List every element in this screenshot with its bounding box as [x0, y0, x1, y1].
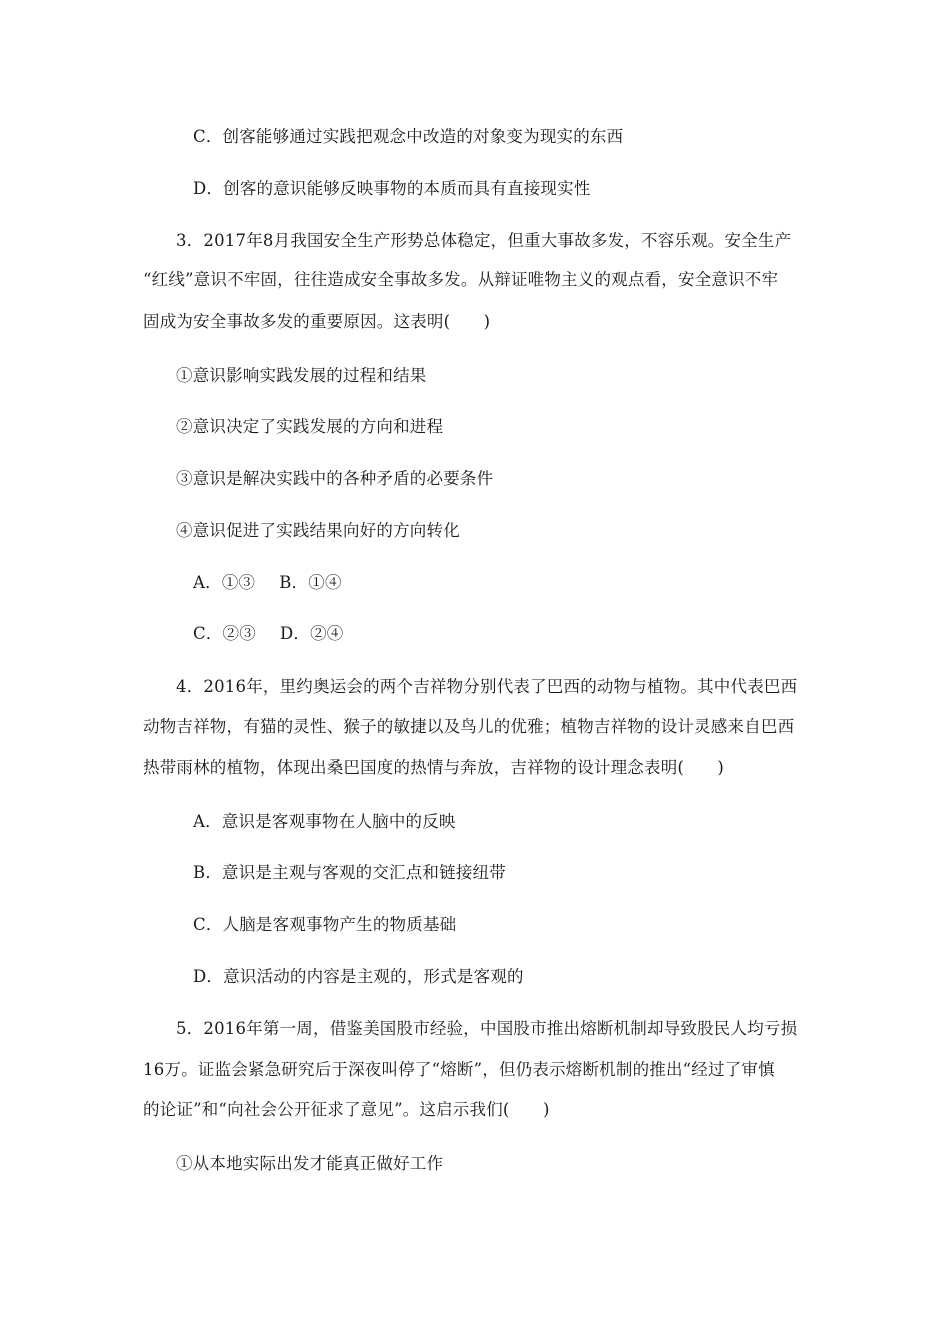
q5-stem-line-2: 16万。证监会紧急研究后于深夜叫停了“熔断”，但仍表示熔断机制的推出“经过了审慎 [143, 1060, 775, 1079]
q3-item-3: ③意识是解决实践中的各种矛盾的必要条件 [176, 469, 494, 488]
q5-item-1: ①从本地实际出发才能真正做好工作 [176, 1154, 444, 1173]
q3-option-a: A．①③ [193, 573, 256, 592]
q3-stem-line-1: 3．2017年8月我国安全生产形势总体稳定，但重大事故多发，不容乐观。安全生产 [176, 231, 792, 250]
q3-options-row-1 [193, 572, 342, 594]
q3-stem-line-2: “红线”意识不牢固，往往造成安全事故多发。从辩证唯物主义的观点看，安全意识不牢 [143, 270, 779, 289]
q4-stem-line-2: 动物吉祥物，有猫的灵性、猴子的敏捷以及鸟儿的优雅；植物吉祥物的设计灵感来自巴西 [143, 717, 795, 736]
q3-options-row-2 [193, 623, 343, 645]
q2-option-c: C．创客能够通过实践把观念中改造的对象变为现实的东西 [193, 127, 624, 146]
q3-item-2: ②意识决定了实践发展的方向和进程 [176, 417, 444, 436]
q3-option-b: B．①④ [279, 573, 342, 592]
q3-item-1: ①意识影响实践发展的过程和结果 [176, 366, 427, 385]
q4-stem-line-3: 热带雨林的植物，体现出桑巴国度的热情与奔放，吉祥物的设计理念表明( ) [143, 758, 725, 777]
q3-stem-line-3: 固成为安全事故多发的重要原因。这表明( ) [143, 312, 491, 331]
q3-option-d: D．②④ [279, 624, 344, 643]
q4-stem-line-1: 4．2016年，里约奥运会的两个吉祥物分别代表了巴西的动物与植物。其中代表巴西 [176, 677, 798, 696]
q4-option-b: B．意识是主观与客观的交汇点和链接纽带 [193, 863, 506, 882]
q4-option-d: D．意识活动的内容是主观的，形式是客观的 [193, 967, 524, 986]
q5-stem-line-1: 5．2016年第一周，借鉴美国股市经验，中国股市推出熔断机制却导致股民人均亏损 [176, 1019, 798, 1038]
q4-option-a: A．意识是客观事物在人脑中的反映 [193, 812, 456, 831]
q2-option-d: D．创客的意识能够反映事物的本质而具有直接现实性 [193, 179, 591, 198]
q5-stem-line-3: 的论证”和“向社会公开征求了意见”。这启示我们( ) [143, 1100, 550, 1119]
q4-option-c: C．人脑是客观事物产生的物质基础 [193, 915, 457, 934]
q3-item-4: ④意识促进了实践结果向好的方向转化 [176, 521, 460, 540]
q3-option-c: C．②③ [193, 624, 256, 643]
